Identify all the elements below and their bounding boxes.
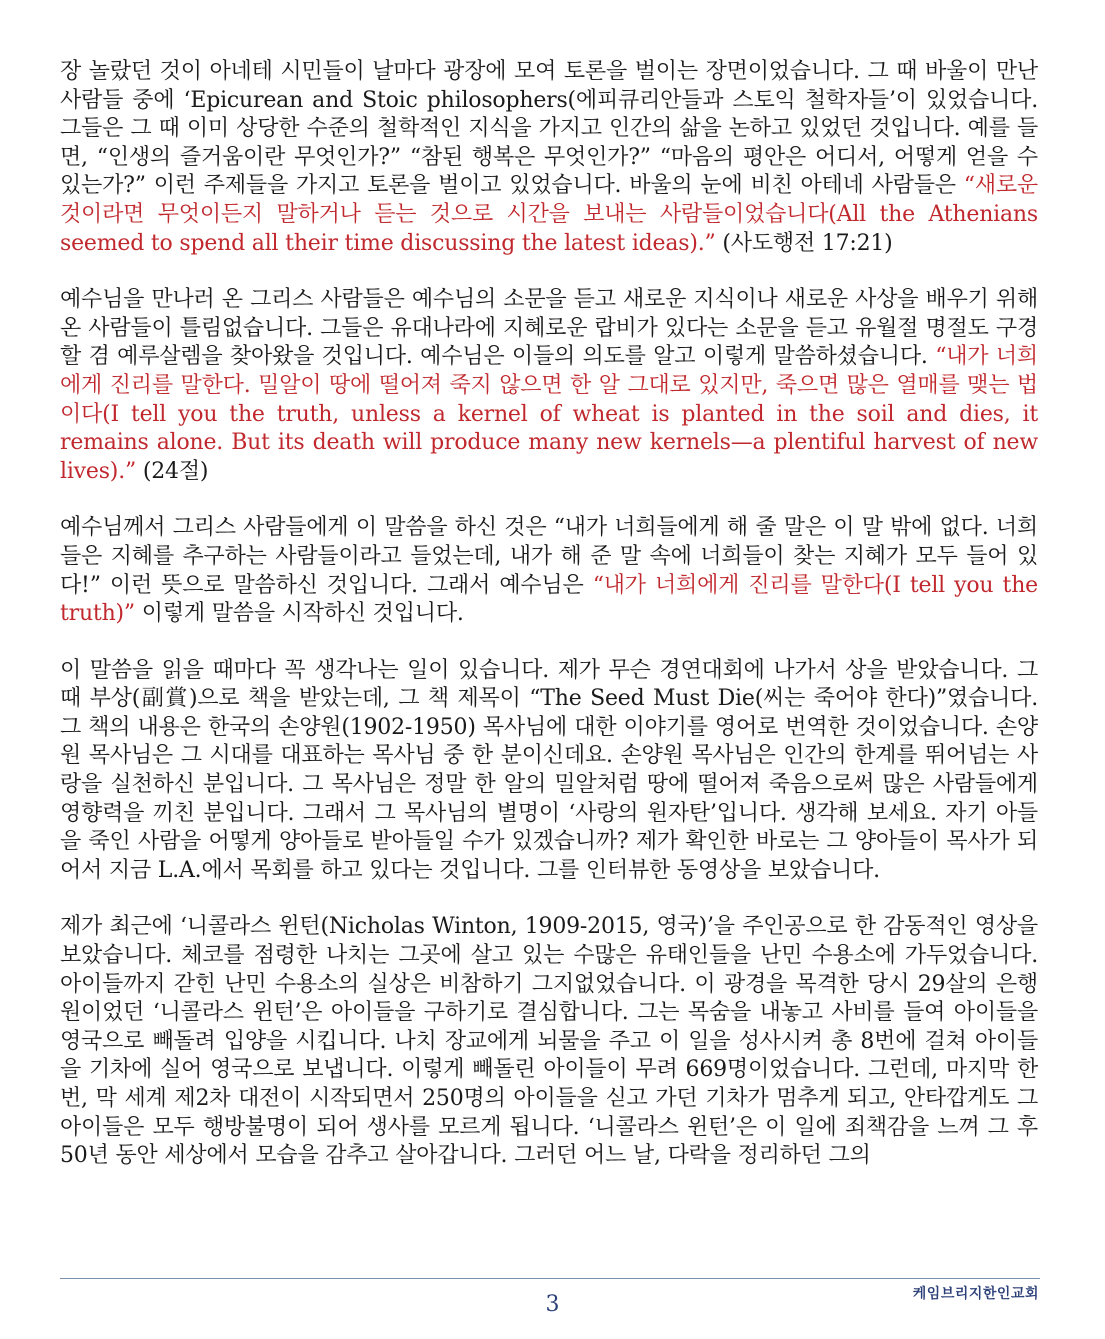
footer-divider [60, 1278, 1040, 1279]
church-name: 케임브리지한인교회 [912, 1286, 1039, 1302]
paragraph-2-reference: (24절) [136, 458, 209, 484]
page-number: 3 [545, 1292, 560, 1317]
paragraph-2 [60, 286, 1038, 486]
paragraph-1-text-a: 장 놀랐던 것이 아네테 시민들이 날마다 광장에 모여 토론을 벌이는 장면이었습니다. 그 때 바울이 만난 사람들 중에 ‘Epicurean and Stoic philosophers(에피큐리안들과 스토익 철학자들’이 있었습니다. 그들은 그 때 이미 상당한 수준의 철학적인 지식을 가지고 인간의 삶을 논하고 있었던 것입니다. 예를 들면, “인생의 즐거움이란 무엇인가?” “참된 행복은 무엇인가?” “마음의 평안은 어디서, 어떻게 얻을 수 있는가?” 이런 주제들을 가지고 토론을 벌이고 있었습니다. 바울의 눈에 비친 아테네 사람들은 [60, 59, 1038, 199]
paragraph-3-text-b: 이렇게 말씀을 시작하신 것입니다. [134, 601, 464, 627]
paragraph-1-reference: (사도행전 17:21) [715, 230, 893, 256]
page-body [60, 58, 1038, 1199]
paragraph-5-text: 제가 최근에 ‘니콜라스 윈턴(Nicholas Winton, 1909-2015, 영국)’을 주인공으로 한 감동적인 영상을 보았습니다. 체코를 점령한 나치는 그곳에 살고 있는 수많은 유태인들을 난민 수용소에 가두었습니다. 아이들까지 갇힌 난민 수용소의 실상은 비참하기 그지없었습니다. 이 광경을 목격한 당시 29살의 은행원이었던 ‘니콜라스 윈턴’은 아이들을 구하기로 결심합니다. 그는 목숨을 내놓고 사비를 들여 아이들을 영국으로 빼돌려 입양을 시킵니다. 나치 장교에게 뇌물을 주고 이 일을 성사시켜 총 8번에 걸쳐 아이들을 기차에 실어 영국으로 보냅니다. 이렇게 빼돌린 아이들이 무려 669명이었습니다. 그런데, 마지막 한번, 막 세계 제2차 대전이 시작되면서 250명의 아이들을 싣고 가던 기차가 멈추게 되고, 안타깝게도 그 아이들은 모두 행방불명이 되어 생사를 모르게 됩니다. ‘니콜라스 윈턴’은 이 일에 죄책감을 느껴 그 후 50년 동안 세상에서 모습을 감추고 살아갑니다. 그러던 어느 날, 다락을 정리하던 그의 [60, 914, 1038, 1169]
paragraph-4-text: 이 말씀을 읽을 때마다 꼭 생각나는 일이 있습니다. 제가 무슨 경연대회에 나가서 상을 받았습니다. 그 때 부상(副賞)으로 책을 받았는데, 그 책 제목이 “The Seed Must Die(씨는 죽어야 한다)”였습니다. 그 책의 내용은 한국의 손양원(1902-1950) 목사님에 대한 이야기를 영어로 번역한 것이었습니다. 손양원 목사님은 그 시대를 대표하는 목사님 중 한 분이신데요. 손양원 목사님은 인간의 한계를 뛰어넘는 사랑을 실천하신 분입니다. 그 목사님은 정말 한 알의 밀알처럼 땅에 떨어져 죽음으로써 많은 사람들에게 영향력을 끼친 분입니다. 그래서 그 목사님의 별명이 ‘사랑의 원자탄’입니다. 생각해 보세요. 자기 아들을 죽인 사람을 어떻게 양아들로 받아들일 수가 있겠습니까? 제가 확인한 바로는 그 양아들이 목사가 되어서 지금 L.A.에서 목회를 하고 있다는 것입니다. 그를 인터뷰한 동영상을 보았습니다. [60, 657, 1038, 883]
paragraph-3-text-a: 예수님께서 그리스 사람들에게 이 말씀을 하신 것은 “내가 너희들에게 해 줄 말은 이 말 밖에 없다. 너희들은 지혜를 추구하는 사람들이라고 들었는데, 내가 해 준 말 속에 너희들이 찾는 지혜가 모두 들어 있다!” 이런 뜻으로 말씀하신 것입니다. 그래서 예수님은 [60, 515, 1038, 598]
paragraph-2-quote: “내가 너희에게 진리를 말한다. 밀알이 땅에 떨어져 죽지 않으면 한 알 그대로 있지만, 죽으면 많은 열매를 맺는 법이다(I tell you the truth, unless a kernel of wheat is planted in the soil and dies, it remains alone. But its death will produce many new kernels—a plentiful harvest of new lives).” [60, 344, 1038, 484]
paragraph-1-quote: “새로운 것이라면 무엇이든지 말하거나 듣는 것으로 시간을 보내는 사람들이었습니다(All the Athenians seemed to spend all their time discussing the latest ideas).” [60, 173, 1038, 256]
paragraph-3-quote: “내가 너희에게 진리를 말한다(I tell you the truth)” [60, 572, 1038, 627]
paragraph-1 [60, 58, 1038, 258]
paragraph-3 [60, 514, 1038, 628]
paragraph-4 [60, 657, 1038, 886]
paragraph-2-text-a: 예수님을 만나러 온 그리스 사람들은 예수님의 소문을 듣고 새로운 지식이나 새로운 사상을 배우기 위해 온 사람들이 틀림없습니다. 그들은 유대나라에 지혜로운 랍비가 있다는 소문을 듣고 유월절 명절도 구경할 겸 예루살렘을 찾아왔을 것입니다. 예수님은 이들의 의도를 알고 이렇게 말씀하셨습니다. [60, 287, 1038, 370]
paragraph-5 [60, 913, 1038, 1170]
